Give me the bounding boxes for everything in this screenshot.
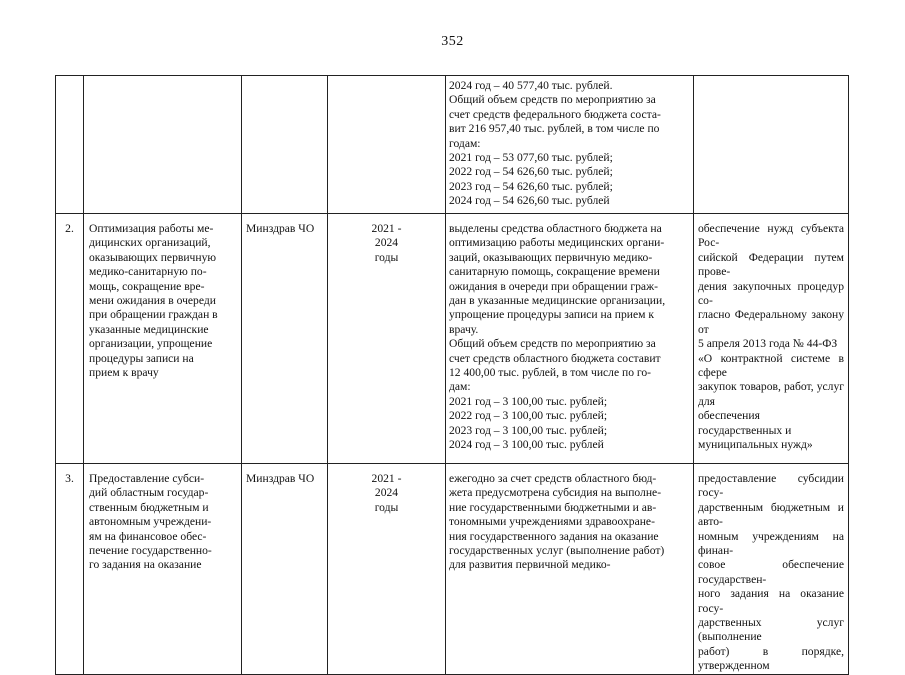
measure-name-line: организации, упрощение [89,337,213,351]
description-line: 2022 год – 3 100,00 тыс. рублей; [449,409,608,423]
description-cell [446,214,694,464]
table-row [56,76,849,214]
description-line: государственных услуг (выполнение работ) [449,544,665,558]
row-number-cell [56,76,84,214]
description-line: счет средств федерального бюджета соста- [449,107,661,121]
description-line: Общий объем средств по мероприятию за [449,337,656,351]
result-line: обеспечение нужд субъекта Рос- [698,222,844,250]
measure-name-line: дицинских организаций, [89,236,211,250]
period-line: 2024 [374,486,399,500]
result-line: 5 апреля 2013 года № 44-ФЗ [698,337,838,351]
period-line: годы [374,500,399,514]
result-line: обеспечения государственных и [698,409,792,437]
result-line: дарственных услуг (выполнение [698,616,844,644]
result-cell [694,76,849,214]
description-line: выделены средства областного бюджета на [449,222,662,235]
description-line: 2024 год – 54 626,60 тыс. рублей [449,194,610,208]
description-line: тономными учреждениями здравоохране- [449,515,655,529]
table-row [56,214,849,464]
executor-cell [242,76,328,214]
description-line: ежегодно за счет средств областного бюд- [449,472,657,485]
measure-name-line: го задания на оказание [89,558,202,572]
description-line: вит 216 957,40 тыс. рублей, в том числе по [449,122,660,136]
measure-name-line: мени ожидания в очереди [89,294,216,308]
description-line: 12 400,00 тыс. рублей, в том числе по го- [449,366,652,380]
description-line: 2023 год – 3 100,00 тыс. рублей; [449,423,608,437]
description-line: ние государственными бюджетными и ав- [449,500,657,514]
measure-name-line: ям на финансовое обес- [89,529,207,543]
description-line: врачу. [449,322,479,336]
result-line: гласно Федеральному закону от [698,308,844,336]
measure-name-line: печение государственно- [89,544,212,558]
executor-text: Минздрав ЧО [246,472,315,485]
period-cell [328,214,446,464]
description-line: жета предусмотрена субсидия на выполне- [449,486,662,500]
result-line: дарственным бюджетным и авто- [698,500,844,529]
executor-text: Минздрав ЧО [246,222,315,235]
row-number-cell: 2. [56,214,84,464]
description-line: Общий объем средств по мероприятию за [449,93,656,107]
description-line: счет средств областного бюджета составит [449,351,661,365]
measure-name-line: оказывающих первичную [89,250,217,264]
description-line: для развития первичной медико- [449,558,611,572]
page-number: 352 [441,34,464,49]
measure-name-cell [84,76,242,214]
period-line: 2021 - [371,222,402,235]
measure-name-line: прием к врачу [89,366,159,380]
description-line: годам: [449,136,481,150]
result-line: ного задания на оказание госу- [698,587,844,615]
measure-name-cell [84,214,242,464]
description-cell [446,464,694,675]
measure-name-line: медико-санитарную по- [89,265,207,279]
description-line: упрощение процедуры записи на прием к [449,308,654,322]
period-line: 2021 - [371,472,402,485]
description-line: дам: [449,380,471,394]
period-cell [328,76,446,214]
measure-name-line: Оптимизация работы ме- [89,222,214,235]
description-line: ожидания в очереди при обращении граж- [449,279,658,293]
description-line: 2021 год – 53 077,60 тыс. рублей; [449,151,613,165]
result-line: закупок товаров, работ, услуг для [698,380,844,408]
table-row [56,464,849,675]
measure-name-line: мощь, сокращение вре- [89,279,205,293]
description-line: санитарную помощь, сокращение времени [449,265,660,279]
measure-name-line: Предоставление субси- [89,472,205,485]
measure-name-cell [84,464,242,675]
measure-name-line: процедуры записи на [89,351,194,365]
period-cell [328,464,446,675]
description-line: 2022 год – 54 626,60 тыс. рублей; [449,165,613,179]
measure-name-line: автономным учреждени- [89,515,212,529]
measure-name-line: указанные медицинские [89,322,209,336]
measure-name-line: ственным бюджетным и [89,500,209,514]
result-line: муниципальных нужд» [698,438,813,452]
result-cell [694,464,849,675]
result-line: сийской Федерации путем прове- [698,250,844,279]
result-line: «О контрактной системе в сфере [698,351,844,380]
period-line: 2024 [374,236,399,250]
period-line: годы [374,250,399,264]
measure-name-line: при обращении граждан в [89,308,218,322]
description-line: 2021 год – 3 100,00 тыс. рублей; [449,394,608,408]
executor-cell [242,214,328,464]
description-line: 2024 год – 40 577,40 тыс. рублей. [449,79,613,92]
measures-table [55,75,849,675]
executor-cell [242,464,328,675]
measure-name-line: дий областным государ- [89,486,209,500]
description-line: 2023 год – 54 626,60 тыс. рублей; [449,179,613,193]
description-cell [446,76,694,214]
result-line: работ) в порядке, утвержденном [698,644,844,673]
description-line: ния государственного задания на оказание [449,529,659,543]
result-line: предоставление субсидии госу- [698,472,844,500]
result-line: номным учреждениям на финан- [698,529,844,558]
row-number-cell: 3. [56,464,84,675]
description-line: заций, оказывающих первичную медико- [449,250,653,264]
description-line: 2024 год – 3 100,00 тыс. рублей [449,438,604,452]
result-cell [694,214,849,464]
description-line: дан в указанные медицинские организации, [449,294,666,308]
result-line: совое обеспечение государствен- [698,558,844,586]
result-line: дения закупочных процедур со- [698,279,844,308]
description-line: оптимизацию работы медицинских органи- [449,236,665,250]
